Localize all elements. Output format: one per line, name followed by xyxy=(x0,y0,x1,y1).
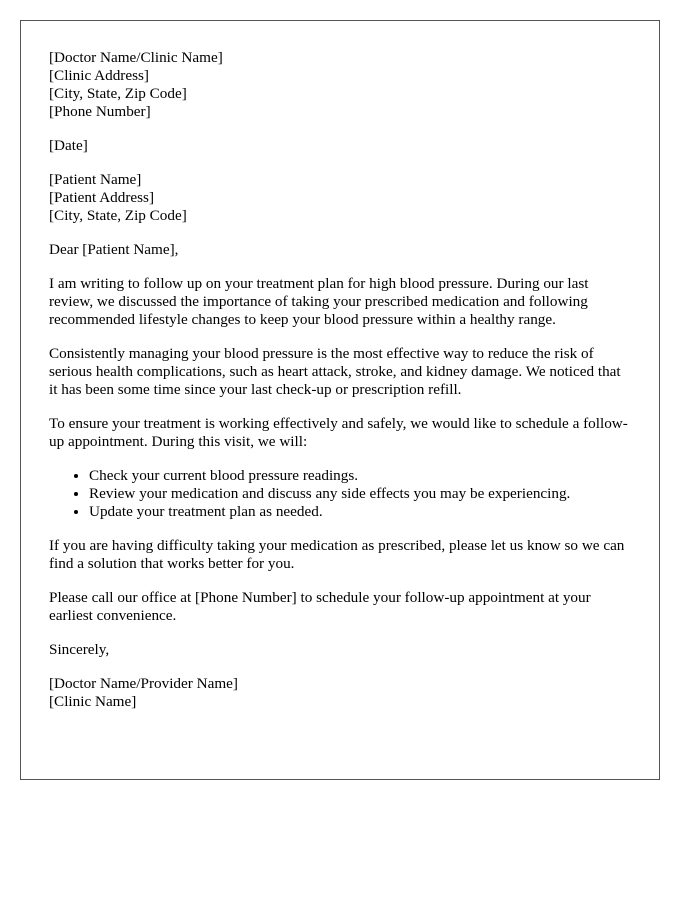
list-item: • Update your treatment plan as needed. xyxy=(89,503,631,521)
letter-page xyxy=(20,20,660,780)
signature-clinic: [Clinic Name] xyxy=(49,693,137,710)
sender-city-state-zip: [City, State, Zip Code] xyxy=(49,85,187,102)
closing: Sincerely, xyxy=(49,641,110,658)
recipient-address-block xyxy=(49,171,631,225)
signature-block xyxy=(49,675,631,711)
paragraph-intro: I am writing to follow up on your treatment plan for high blood pressure. During our last review, we discussed the importance of taking your prescribed medication and following recommended lifestyle changes to keep your blood pressure within a healthy range. xyxy=(49,275,589,328)
sender-address: [Clinic Address] xyxy=(49,67,149,84)
list-item: • Check your current blood pressure readings. xyxy=(89,467,631,485)
paragraph-risk: Consistently managing your blood pressure is the most effective way to reduce the risk of serious health complications, such as heart attack, stroke, and kidney damage. We noticed that it has been some time since your last check-up or prescription refill. xyxy=(49,345,621,398)
paragraph-difficulty: If you are having difficulty taking your medication as prescribed, please let us know so we can find a solution that works better for you. xyxy=(49,537,625,572)
visit-items-list xyxy=(49,467,631,521)
date-block xyxy=(49,137,631,155)
sender-phone: [Phone Number] xyxy=(49,103,151,120)
recipient-address: [Patient Address] xyxy=(49,189,155,206)
signature-name: [Doctor Name/Provider Name] xyxy=(49,675,238,692)
paragraph-call-office: Please call our office at [Phone Number] to schedule your follow-up appointment at your earliest convenience. xyxy=(49,589,591,624)
letter-date: [Date] xyxy=(49,137,88,154)
list-item: • Review your medication and discuss any side effects you may be experiencing. xyxy=(89,485,631,503)
sender-name: [Doctor Name/Clinic Name] xyxy=(49,49,223,66)
paragraph-appointment: To ensure your treatment is working effectively and safely, we would like to schedule a follow-up appointment. During this visit, we will: xyxy=(49,415,628,450)
salutation: Dear [Patient Name], xyxy=(49,241,179,258)
sender-address-block xyxy=(49,49,631,121)
recipient-city-state-zip: [City, State, Zip Code] xyxy=(49,207,187,224)
recipient-name: [Patient Name] xyxy=(49,171,142,188)
